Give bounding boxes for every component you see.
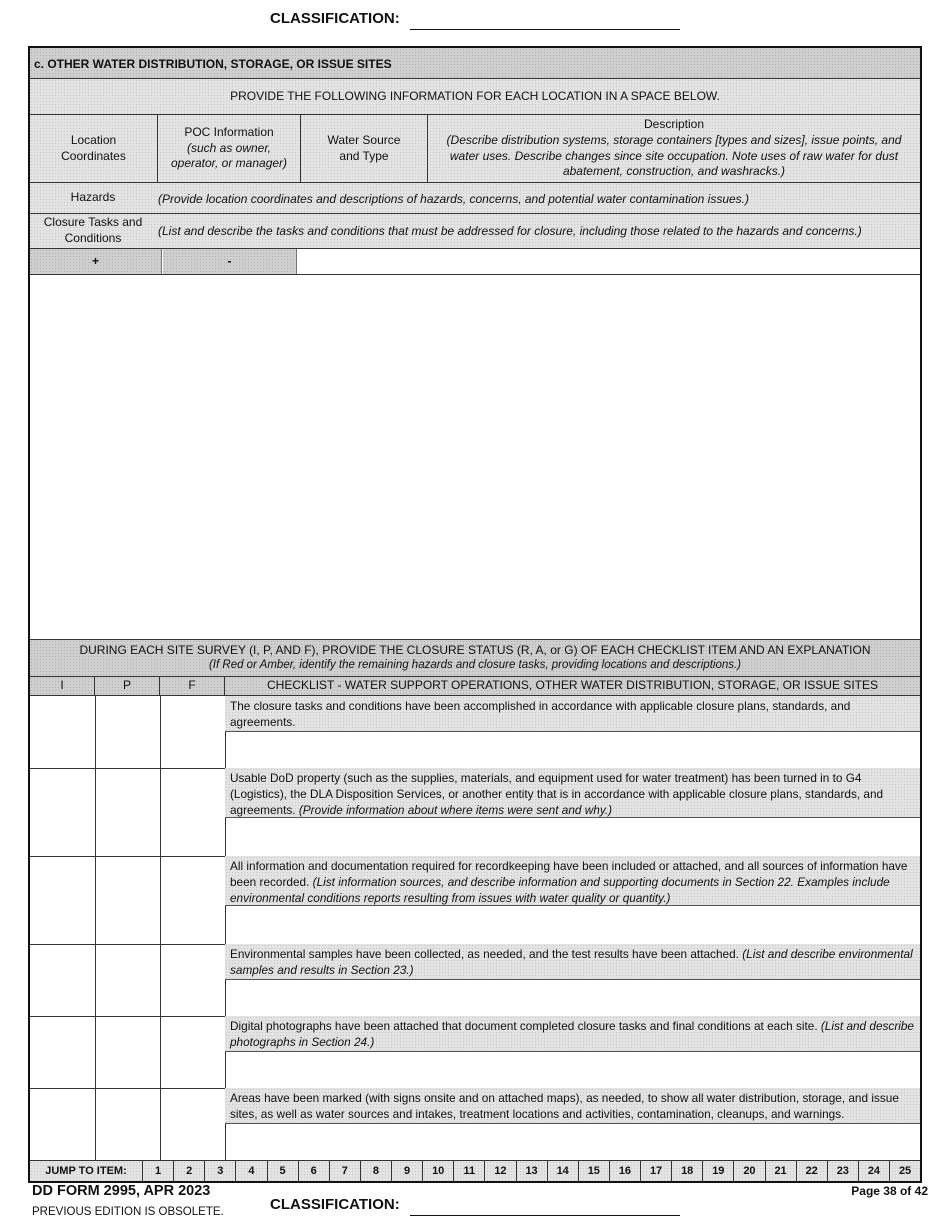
item-4-status-i[interactable] (30, 944, 95, 1016)
col-f-header: F (160, 677, 225, 695)
checklist-item-note: (List information sources, and describe information and supporting documents in Section 22. Examples include environmental conditions reports resulting from issues with water quality or quantity.) (230, 875, 890, 906)
jump-item-23[interactable]: 23 (828, 1161, 859, 1181)
item-5-explanation[interactable] (225, 1052, 920, 1088)
jump-item-25[interactable]: 25 (898, 1165, 912, 1177)
classification-bottom (270, 1196, 690, 1218)
item-4-status-f[interactable] (160, 944, 225, 1016)
jump-item-13[interactable]: 13 (517, 1161, 548, 1181)
jump-item-21[interactable]: 21 (766, 1161, 797, 1181)
checklist-item-6 (225, 1088, 920, 1124)
checklist-item-text: Areas have been marked (with signs onsite and on attached maps), as needed, to show all water distribution, storage, and issue sites, as well as water sources and intakes, treatment locations and activities, contamination, cleanups, and warnings. (230, 1091, 899, 1122)
closure-tasks-note: (List and describe the tasks and conditions that must be addressed for closure, including those related to the hazards and concerns.) (158, 224, 862, 238)
item-3-status-p[interactable] (95, 856, 160, 944)
closure-tasks-label: Closure Tasks and Conditions (43, 215, 143, 245)
checklist-item-1 (225, 696, 920, 732)
item-2-status-f[interactable] (160, 768, 225, 856)
col-description-note: (Describe distribution systems, storage containers [types and sizes], issue points, and water uses. Describe changes since site occupation. Note uses of raw water for dust abatement, construction, and washracks.) (446, 132, 902, 179)
checklist-title: CHECKLIST - WATER SUPPORT OPERATIONS, OTHER WATER DISTRIBUTION, STORAGE, OR ISSUE SITES (267, 678, 878, 693)
item-1-status-i[interactable] (30, 696, 95, 768)
jump-item-17[interactable]: 17 (641, 1161, 672, 1181)
checklist-body (30, 696, 920, 1160)
closure-tasks-row (30, 214, 920, 249)
checklist-item-note: (List and describe environmental samples and results in Section 23.) (230, 947, 913, 978)
section-title: c. OTHER WATER DISTRIBUTION, STORAGE, OR ISSUE SITES (34, 57, 392, 71)
jump-item-19[interactable]: 19 (703, 1161, 734, 1181)
item-2-status-p[interactable] (95, 768, 160, 856)
checklist-item-2 (225, 768, 920, 818)
jump-item-6[interactable]: 6 (299, 1161, 330, 1181)
hazards-label: Hazards (70, 190, 116, 205)
column-header-row (30, 115, 920, 183)
item-2-explanation[interactable] (225, 818, 920, 856)
checklist-item-3 (225, 856, 920, 906)
item-6-status-i[interactable] (30, 1088, 95, 1160)
item-6-explanation[interactable] (225, 1124, 920, 1160)
item-6-status-f[interactable] (160, 1088, 225, 1160)
survey-instruction: DURING EACH SITE SURVEY (I, P, AND F), PROVIDE THE CLOSURE STATUS (R, A, or G) OF EACH CHECKLIST ITEM AND AN EXPLANATION (79, 642, 871, 657)
classification-label: CLASSIFICATION: (270, 1196, 400, 1213)
section-title-bar (30, 48, 920, 79)
item-3-explanation[interactable] (225, 906, 920, 944)
col-i-header: I (30, 677, 95, 695)
jump-item-3[interactable]: 3 (205, 1161, 236, 1181)
jump-item-8[interactable]: 8 (361, 1161, 392, 1181)
jump-item-2[interactable]: 2 (174, 1161, 205, 1181)
jump-item-12[interactable]: 12 (485, 1161, 516, 1181)
item-1-explanation[interactable] (225, 732, 920, 768)
item-1-status-p[interactable] (95, 696, 160, 768)
checklist-item-text: The closure tasks and conditions have been accomplished in accordance with applicable closure plans, standards, and agreements. (230, 699, 851, 730)
item-3-status-i[interactable] (30, 856, 95, 944)
checklist-item-text: All information and documentation required for recordkeeping have been included or attached, and all sources of information have been recorded. (230, 859, 908, 890)
survey-sub-instruction: (If Red or Amber, identify the remaining hazards and closure tasks, providing locations and descriptions.) (208, 659, 742, 672)
item-1-status-f[interactable] (160, 696, 225, 768)
item-5-status-p[interactable] (95, 1016, 160, 1088)
jump-item-11[interactable]: 11 (454, 1161, 485, 1181)
checklist-item-note: (List and describe photographs in Section 24.) (230, 1019, 914, 1050)
item-4-status-p[interactable] (95, 944, 160, 1016)
jump-item-10[interactable]: 10 (423, 1161, 454, 1181)
jump-to-item-bar (30, 1160, 920, 1181)
item-3-status-f[interactable] (160, 856, 225, 944)
checklist-item-4 (225, 944, 920, 980)
hazards-row (30, 183, 920, 214)
col-p-header: P (95, 677, 160, 695)
col-water-source-header: Water Source and Type (301, 115, 428, 182)
col-description-header (428, 115, 920, 182)
checklist-item-5 (225, 1016, 920, 1052)
item-4-explanation[interactable] (225, 980, 920, 1016)
page-number: Page 38 of 42 (851, 1184, 928, 1198)
jump-item-1[interactable]: 1 (143, 1161, 174, 1181)
jump-item-7[interactable]: 7 (330, 1161, 361, 1181)
item-5-status-f[interactable] (160, 1016, 225, 1088)
classification-field[interactable] (410, 29, 680, 30)
col-poc-note: (such as owner, operator, or manager) (170, 140, 288, 171)
location-entry-area[interactable] (30, 275, 920, 639)
col-location-header: Location Coordinates (30, 115, 158, 182)
edition-note: PREVIOUS EDITION IS OBSOLETE. (32, 1206, 224, 1218)
col-poc-header (158, 115, 301, 182)
jump-item-20[interactable]: 20 (734, 1161, 765, 1181)
col-poc-title: POC Information (184, 125, 274, 140)
section-instruction: PROVIDE THE FOLLOWING INFORMATION FOR EACH LOCATION IN A SPACE BELOW. (30, 79, 920, 115)
item-2-status-i[interactable] (30, 768, 95, 856)
jump-item-5[interactable]: 5 (268, 1161, 299, 1181)
jump-item-24[interactable]: 24 (859, 1161, 890, 1181)
remove-location-button[interactable]: - (163, 249, 297, 274)
item-6-status-p[interactable] (95, 1088, 160, 1160)
jump-item-22[interactable]: 22 (797, 1161, 828, 1181)
checklist-item-text: Usable DoD property (such as the supplies, materials, and equipment used for water treatment) has been turned in to G4 (Logistics), the DLA Disposition Services, or another entity that is in accordance with applicable closure plans, standards, and agreements. (230, 771, 884, 818)
jump-item-18[interactable]: 18 (672, 1161, 703, 1181)
form-body (28, 46, 922, 1183)
form-id: DD FORM 2995, APR 2023 (32, 1183, 211, 1199)
hazards-note: (Provide location coordinates and descriptions of hazards, concerns, and potential water contamination issues.) (158, 192, 749, 206)
jump-label: JUMP TO ITEM: (30, 1161, 143, 1181)
jump-item-15[interactable]: 15 (579, 1161, 610, 1181)
classification-top (270, 10, 690, 32)
checklist-header-row (30, 677, 920, 696)
classification-field[interactable] (410, 1215, 680, 1216)
item-5-status-i[interactable] (30, 1016, 95, 1088)
jump-item-9[interactable]: 9 (392, 1161, 423, 1181)
add-remove-row (30, 249, 920, 275)
jump-item-14[interactable]: 14 (548, 1161, 579, 1181)
add-location-button[interactable]: + (30, 249, 162, 274)
classification-label: CLASSIFICATION: (270, 10, 400, 27)
survey-instruction-bar (30, 639, 920, 677)
checklist-item-text: Environmental samples have been collected, as needed, and the test results have been attached. (230, 947, 739, 961)
checklist-item-note: (Provide information about where items were sent and why.) (298, 803, 613, 818)
jump-item-4[interactable]: 4 (236, 1161, 267, 1181)
jump-item-16[interactable]: 16 (610, 1161, 641, 1181)
col-description-title: Description (643, 117, 705, 132)
checklist-item-text: Digital photographs have been attached that document completed closure tasks and final conditions at each site. (230, 1019, 818, 1033)
